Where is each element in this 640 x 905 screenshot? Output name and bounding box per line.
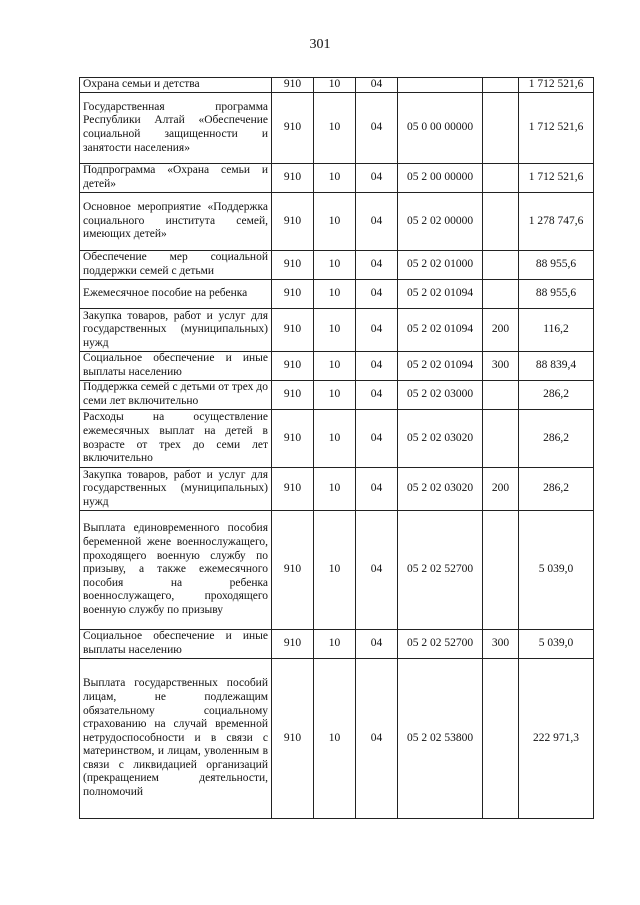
section-code: 10 xyxy=(314,280,356,309)
ministry-code: 910 xyxy=(272,309,314,352)
target-article: 05 2 02 03020 xyxy=(398,468,483,511)
ministry-code: 910 xyxy=(272,468,314,511)
amount: 286,2 xyxy=(519,410,594,468)
table-row xyxy=(80,251,594,280)
subsection-code: 04 xyxy=(356,93,398,164)
row-name: Государственная программа Республики Алтай «Обеспечение социальной защищенности и занятости населения» xyxy=(80,93,272,164)
subsection-code: 04 xyxy=(356,251,398,280)
expense-type xyxy=(483,410,519,468)
subsection-code: 04 xyxy=(356,468,398,511)
subsection-code: 04 xyxy=(356,630,398,659)
expense-type xyxy=(483,251,519,280)
section-code: 10 xyxy=(314,659,356,819)
table-row xyxy=(80,352,594,381)
row-name: Основное мероприятие «Поддержка социального института семей, имеющих детей» xyxy=(80,193,272,251)
target-article: 05 2 02 01094 xyxy=(398,309,483,352)
amount: 1 712 521,6 xyxy=(519,93,594,164)
table-row xyxy=(80,381,594,410)
target-article: 05 2 02 01094 xyxy=(398,280,483,309)
target-article: 05 2 02 00000 xyxy=(398,193,483,251)
target-article: 05 2 02 52700 xyxy=(398,511,483,630)
row-name: Социальное обеспечение и иные выплаты населению xyxy=(80,630,272,659)
target-article xyxy=(398,78,483,93)
target-article: 05 2 02 01094 xyxy=(398,352,483,381)
subsection-code: 04 xyxy=(356,309,398,352)
amount: 1 712 521,6 xyxy=(519,164,594,193)
target-article: 05 0 00 00000 xyxy=(398,93,483,164)
expense-type xyxy=(483,280,519,309)
target-article: 05 2 02 03000 xyxy=(398,381,483,410)
ministry-code: 910 xyxy=(272,93,314,164)
ministry-code: 910 xyxy=(272,193,314,251)
expense-type xyxy=(483,659,519,819)
section-code: 10 xyxy=(314,352,356,381)
subsection-code: 04 xyxy=(356,381,398,410)
section-code: 10 xyxy=(314,468,356,511)
amount: 1 278 747,6 xyxy=(519,193,594,251)
table-row xyxy=(80,659,594,819)
table-row xyxy=(80,280,594,309)
subsection-code: 04 xyxy=(356,659,398,819)
amount: 222 971,3 xyxy=(519,659,594,819)
section-code: 10 xyxy=(314,251,356,280)
amount: 5 039,0 xyxy=(519,511,594,630)
section-code: 10 xyxy=(314,511,356,630)
ministry-code: 910 xyxy=(272,630,314,659)
subsection-code: 04 xyxy=(356,511,398,630)
amount: 286,2 xyxy=(519,468,594,511)
expense-type xyxy=(483,78,519,93)
amount: 88 955,6 xyxy=(519,251,594,280)
expense-type: 300 xyxy=(483,352,519,381)
table-row xyxy=(80,309,594,352)
section-code: 10 xyxy=(314,78,356,93)
section-code: 10 xyxy=(314,309,356,352)
expense-type xyxy=(483,93,519,164)
table-row xyxy=(80,468,594,511)
expense-type xyxy=(483,381,519,410)
subsection-code: 04 xyxy=(356,352,398,381)
amount: 88 839,4 xyxy=(519,352,594,381)
ministry-code: 910 xyxy=(272,164,314,193)
ministry-code: 910 xyxy=(272,511,314,630)
ministry-code: 910 xyxy=(272,78,314,93)
row-name: Обеспечение мер социальной поддержки семей с детьми xyxy=(80,251,272,280)
section-code: 10 xyxy=(314,630,356,659)
row-name: Выплата государственных пособий лицам, не подлежащим обязательному социальному страхованию на случай временной нетрудоспособности и в связи с материнством, и лицам, уволенным в связи с ликвидацией организаций (прекращением деятельности, полномочий xyxy=(80,659,272,819)
section-code: 10 xyxy=(314,410,356,468)
expense-type: 300 xyxy=(483,630,519,659)
row-name: Социальное обеспечение и иные выплаты населению xyxy=(80,352,272,381)
ministry-code: 910 xyxy=(272,381,314,410)
expense-type xyxy=(483,164,519,193)
table-row xyxy=(80,78,594,93)
expense-type: 200 xyxy=(483,309,519,352)
row-name: Подпрограмма «Охрана семьи и детей» xyxy=(80,164,272,193)
target-article: 05 2 02 01000 xyxy=(398,251,483,280)
amount: 286,2 xyxy=(519,381,594,410)
amount: 116,2 xyxy=(519,309,594,352)
row-name: Закупка товаров, работ и услуг для государственных (муниципальных) нужд xyxy=(80,468,272,511)
expense-type: 200 xyxy=(483,468,519,511)
expense-type xyxy=(483,193,519,251)
table-row xyxy=(80,410,594,468)
subsection-code: 04 xyxy=(356,280,398,309)
subsection-code: 04 xyxy=(356,78,398,93)
ministry-code: 910 xyxy=(272,659,314,819)
amount: 1 712 521,6 xyxy=(519,78,594,93)
page-number: 301 xyxy=(309,37,331,52)
table-row xyxy=(80,630,594,659)
target-article: 05 2 02 03020 xyxy=(398,410,483,468)
ministry-code: 910 xyxy=(272,352,314,381)
row-name: Охрана семьи и детства xyxy=(80,78,272,93)
subsection-code: 04 xyxy=(356,410,398,468)
row-name: Ежемесячное пособие на ребенка xyxy=(80,280,272,309)
row-name: Закупка товаров, работ и услуг для государственных (муниципальных) нужд xyxy=(80,309,272,352)
row-name: Расходы на осуществление ежемесячных выплат на детей в возрасте от трех до семи лет включительно xyxy=(80,410,272,468)
ministry-code: 910 xyxy=(272,251,314,280)
target-article: 05 2 00 00000 xyxy=(398,164,483,193)
table-row xyxy=(80,193,594,251)
amount: 88 955,6 xyxy=(519,280,594,309)
table-row xyxy=(80,93,594,164)
ministry-code: 910 xyxy=(272,280,314,309)
amount: 5 039,0 xyxy=(519,630,594,659)
target-article: 05 2 02 53800 xyxy=(398,659,483,819)
row-name: Поддержка семей с детьми от трех до семи лет включительно xyxy=(80,381,272,410)
table-row xyxy=(80,511,594,630)
table-row xyxy=(80,164,594,193)
subsection-code: 04 xyxy=(356,164,398,193)
section-code: 10 xyxy=(314,164,356,193)
subsection-code: 04 xyxy=(356,193,398,251)
section-code: 10 xyxy=(314,193,356,251)
expense-type xyxy=(483,511,519,630)
budget-table xyxy=(79,77,594,819)
row-name: Выплата единовременного пособия беременной жене военнослужащего, проходящего военную службу по призыву, а также ежемесячного пособия на ребенка военнослужащего, проходящего военную службу по призыву xyxy=(80,511,272,630)
target-article: 05 2 02 52700 xyxy=(398,630,483,659)
budget-table-body xyxy=(80,78,594,819)
section-code: 10 xyxy=(314,381,356,410)
ministry-code: 910 xyxy=(272,410,314,468)
section-code: 10 xyxy=(314,93,356,164)
